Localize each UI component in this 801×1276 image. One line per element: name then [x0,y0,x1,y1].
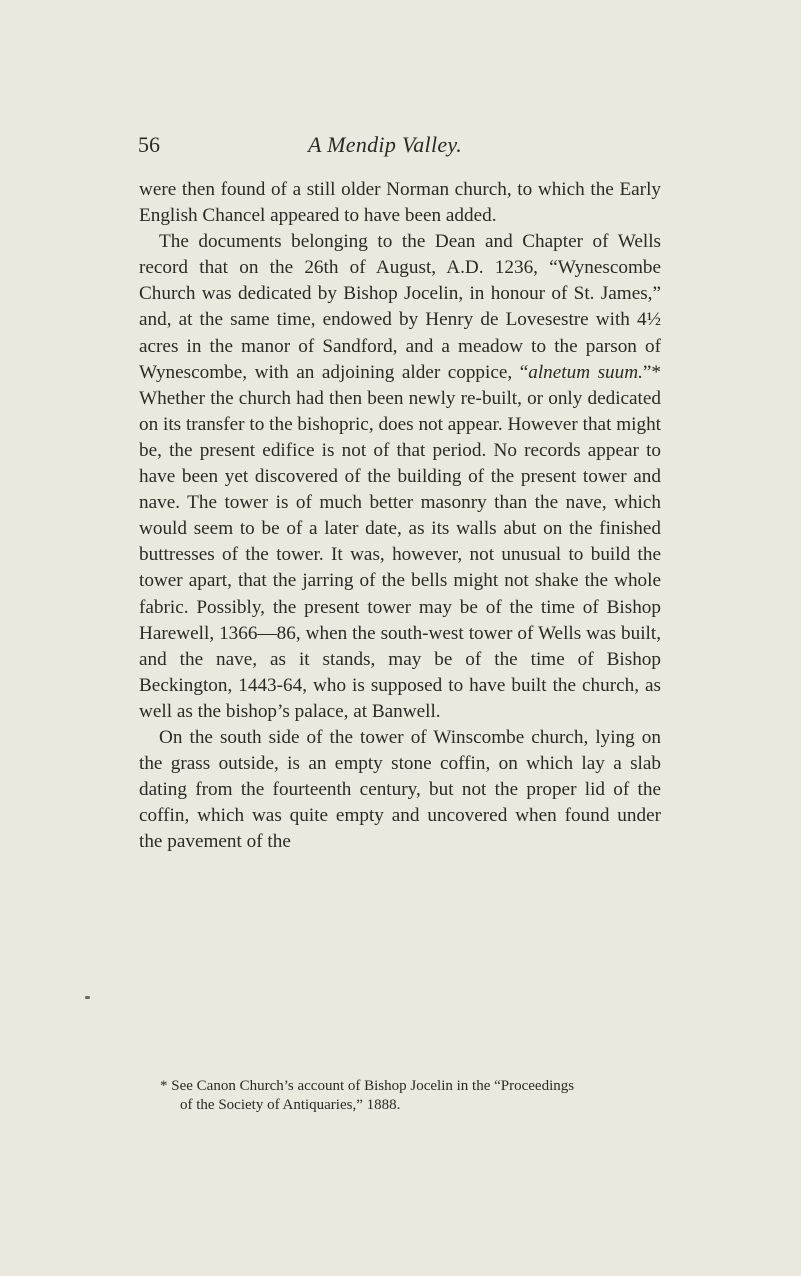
running-title: A Mendip Valley. [308,132,463,157]
paragraph-2 [139,229,661,725]
body-text [139,177,661,855]
page-header [138,132,638,162]
paragraph-2-text-b: ”* Whether the church had then been newly re-built, or only dedicated on its transfer to the bishopric, does not appear. However that might be, the present edifice is not of that period. No records appear to have been yet discovered of the building of the present tower and nave. The tower is of much better masonry than the nave, which would seem to be of a later date, as its walls abut on the finished buttresses of the tower. It was, however, not unusual to build the tower apart, that the jarring of the bells might not shake the whole fabric. Possibly, the present tower may be of the time of Bishop Harewell, 1366—86, when the south-west tower of Wells was built, and the nave, as it stands, may be of the time of Bishop Beckington, 1443-64, who is supposed to have built the church, as well as the bishop’s palace, at Banwell. [139,361,662,722]
footnote-line-1: * See Canon Church’s account of Bishop Jocelin in the “Proceedings [160,1078,575,1094]
latin-phrase: alnetum suum. [528,361,643,383]
paragraph-1: were then found of a still older Norman church, to which the Early English Chancel appeared to have been added. [139,179,661,227]
footnote [160,1077,660,1115]
footnote-line-2: of the Society of Antiquaries,” 1888. [180,1097,401,1113]
paragraph-2-text-a: The documents belonging to the Dean and Chapter of Wells record that on the 26th of August, A.D. 1236, “Wynescombe Church was dedicated by Bishop Jocelin, in honour of St. James,” and, at the same time, endowed by Henry de Lovesestre with 4½ acres in the manor of Sandford, and a meadow to the parson of Wynescombe, with an adjoining alder coppice, “ [139,231,661,383]
paragraph-3: On the south side of the tower of Winscombe church, lying on the grass outside, is an empty stone coffin, on which lay a slab dating from the fourteenth century, but not the proper lid of the coffin, which was quite empty and uncovered when found under the pavement of the [139,726,661,853]
page-number: 56 [138,132,160,157]
print-speck [85,996,90,999]
